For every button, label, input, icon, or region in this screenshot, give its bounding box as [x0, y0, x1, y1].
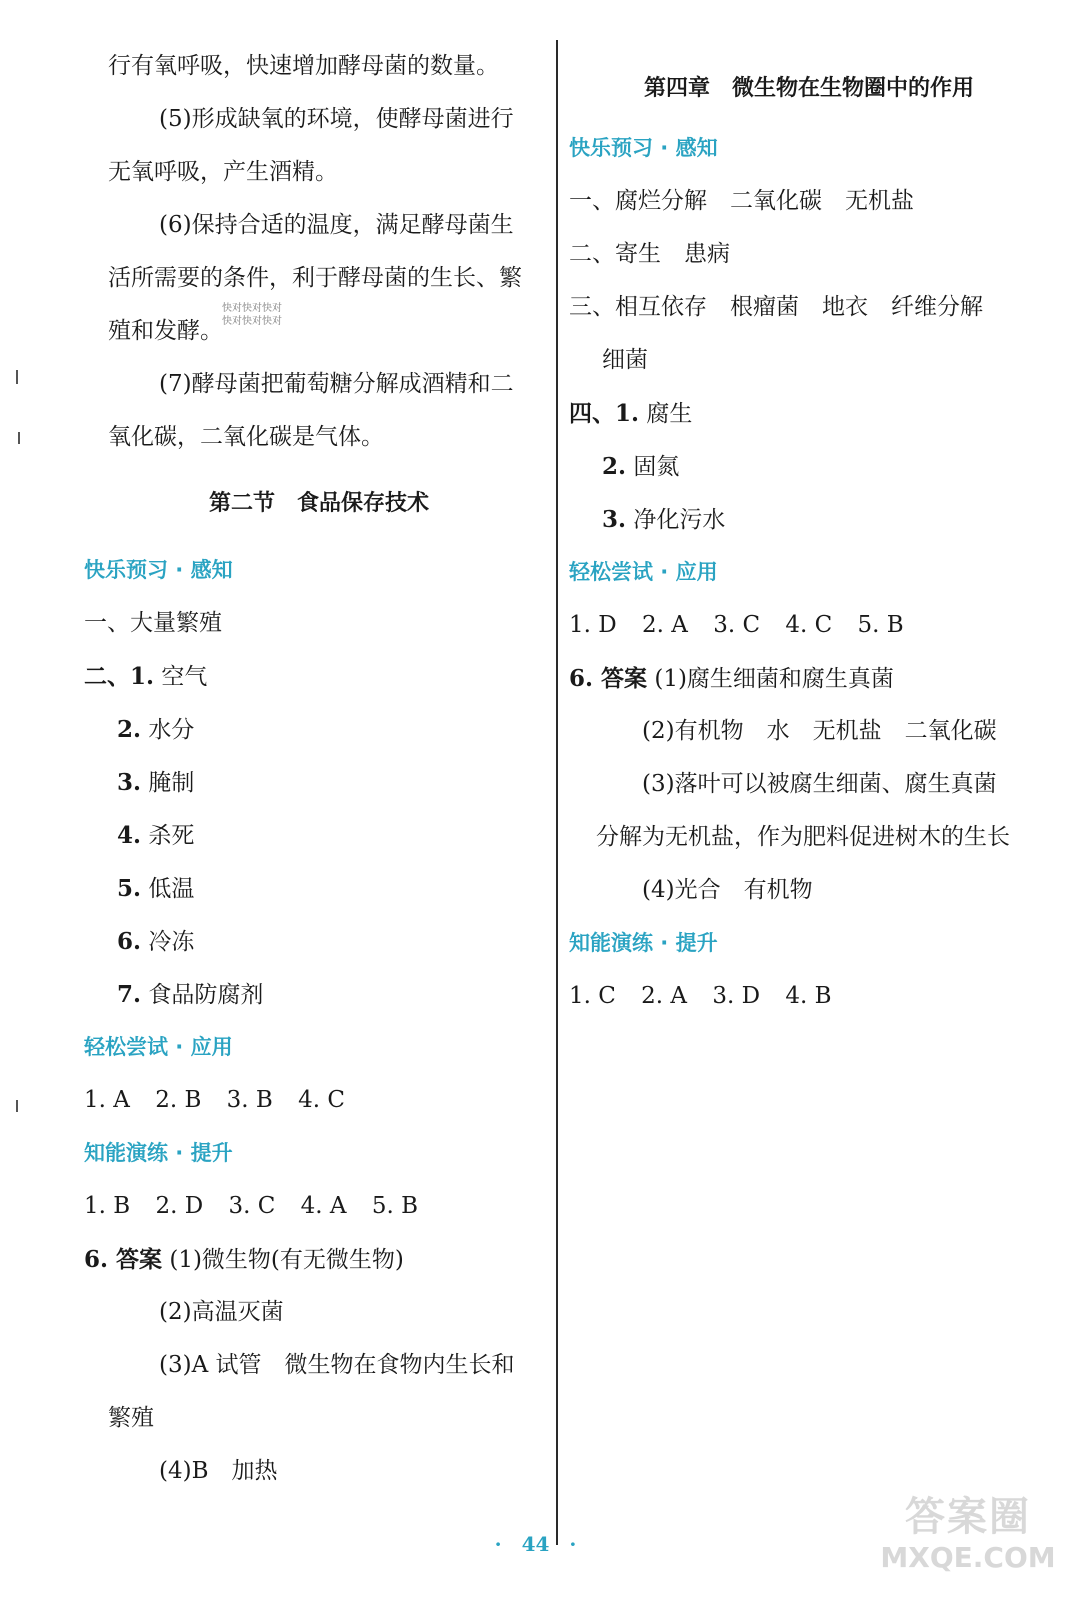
item-text: 低温: [148, 876, 195, 902]
preview-answer-4: [569, 387, 1049, 440]
item-text: 食品防腐剂: [148, 982, 264, 1008]
item-number: 6.: [117, 928, 142, 955]
watermark-logo: [878, 1485, 1058, 1585]
answer-item: 5. B: [371, 1193, 419, 1219]
answer-item: 4. C: [298, 1087, 346, 1113]
answer-item: 1. C: [569, 983, 616, 1009]
answer-7-line2: 氧化碳，二氧化碳是气体。: [108, 424, 384, 450]
item-text: 冷冻: [148, 929, 195, 955]
answer-item: 2. B: [155, 1087, 202, 1113]
answer-item: 3. C: [713, 612, 761, 638]
question-6-answer-4: (4)B 加热: [159, 1458, 278, 1484]
list-item: [84, 862, 554, 915]
logo-text: 答案圈: [905, 1494, 1031, 1540]
preview-answer-1: 一、大量繁殖: [84, 610, 222, 636]
section-title: 第二节 食品保存技术: [208, 491, 429, 516]
answer-item: 3. D: [712, 983, 761, 1009]
continued-text: 行有氧呼吸，快速增加酵母菌的数量。: [108, 53, 499, 79]
chapter-title: 第四章 微生物在生物圈中的作用: [643, 76, 974, 101]
question-6-answer-2: (2)高温灭菌: [159, 1299, 284, 1325]
list-item: [84, 915, 554, 968]
preview-answer-3-line1: 三、相互依存 根瘤菌 地衣 纤维分解: [569, 294, 983, 320]
practice-answers: [569, 970, 1049, 1023]
column-divider: [556, 40, 558, 1545]
question-6-answer-1: [569, 652, 1049, 705]
item-number: 3.: [602, 506, 627, 533]
list-item: [84, 756, 554, 809]
answer-item: 5. B: [857, 612, 904, 638]
question-6-label: 6. 答案: [569, 665, 648, 692]
answer-item: 2. D: [155, 1193, 204, 1219]
answer-6-line3: 殖和发酵。: [108, 318, 223, 344]
left-column: [84, 40, 554, 1498]
answer-item: 4. B: [785, 983, 832, 1009]
try-answers: [569, 599, 1049, 652]
answer-6-line2: 活所需要的条件，利于酵母菌的生长、繁: [108, 265, 522, 291]
item-number: 2.: [117, 716, 142, 743]
preview-answer-2-prefix: 二、1.: [84, 663, 155, 690]
item-text: 腌制: [148, 770, 195, 796]
question-6-answer-1: [84, 1233, 554, 1286]
practice-answers: [84, 1180, 554, 1233]
answer-text: (1)腐生细菌和腐生真菌: [654, 666, 894, 692]
answer-item: 1. A: [84, 1087, 130, 1113]
preview-answer-2-1: 空气: [161, 664, 208, 690]
item-text: 腐生: [646, 401, 693, 427]
answer-6-line1: (6)保持合适的温度，满足酵母菌生: [159, 212, 514, 238]
try-answers: [84, 1074, 554, 1127]
answer-7-line1: (7)酵母菌把葡萄糖分解成酒精和二: [159, 371, 514, 397]
item-text: 杀死: [148, 823, 195, 849]
scan-mark: [18, 432, 20, 444]
question-6-label: 6. 答案: [84, 1246, 163, 1273]
item-number: 2.: [602, 453, 627, 480]
logo-domain: MXQE.COM: [880, 1541, 1056, 1574]
section-header-practice: 知能演练 · 提升: [84, 1141, 233, 1165]
question-6-answer-3-line1: (3)A 试管 微生物在食物内生长和: [159, 1352, 515, 1378]
answer-item: 4. A: [300, 1193, 347, 1219]
section-header-try: 轻松尝试 · 应用: [84, 1035, 233, 1059]
answer-item: 4. C: [785, 612, 833, 638]
item-number: 4.: [117, 822, 142, 849]
preview-answer-2: 二、寄生 患病: [569, 241, 730, 267]
page-number: · 44 ·: [494, 1532, 577, 1556]
answer-item: 1. B: [84, 1193, 131, 1219]
answer-5-line1: (5)形成缺氧的环境，使酵母菌进行: [159, 106, 514, 132]
right-column: [569, 62, 1049, 1023]
answer-item: 3. C: [228, 1193, 276, 1219]
item-number: 3.: [117, 769, 142, 796]
question-6-answer-3-line1: (3)落叶可以被腐生细菌、腐生真菌: [642, 771, 997, 797]
watermark-line: 快对快对快对: [222, 316, 282, 327]
watermark-line: 快对快对快对: [222, 303, 282, 314]
list-item: [569, 440, 1049, 493]
section-header-preview: 快乐预习 · 感知: [84, 558, 233, 582]
answer-item: 1. D: [569, 612, 617, 638]
scan-mark: [16, 370, 18, 384]
list-item: [84, 703, 554, 756]
preview-answer-3-line2: 细菌: [602, 347, 648, 373]
section-header-try: 轻松尝试 · 应用: [569, 560, 718, 584]
item-number: 5.: [117, 875, 142, 902]
list-item: [84, 809, 554, 862]
answer-item: 3. B: [226, 1087, 273, 1113]
item-text: 水分: [148, 717, 195, 743]
section-header-practice: 知能演练 · 提升: [569, 931, 718, 955]
item-number: 7.: [117, 981, 142, 1008]
question-6-answer-4: (4)光合 有机物: [642, 877, 813, 903]
question-6-answer-3-line2: 繁殖: [108, 1405, 154, 1431]
answer-item: 2. A: [641, 983, 688, 1009]
small-watermark: [222, 302, 282, 328]
preview-answer-2: [84, 650, 554, 703]
answer-5-line2: 无氧呼吸，产生酒精。: [108, 159, 338, 185]
answer-text: (1)微生物(有无微生物): [169, 1247, 404, 1273]
list-item: [84, 968, 554, 1021]
item-prefix: 四、1.: [569, 400, 640, 427]
answer-item: 2. A: [642, 612, 688, 638]
question-6-answer-3-line2: 分解为无机盐，作为肥料促进树木的生长: [596, 824, 1010, 850]
item-text: 净化污水: [633, 507, 726, 533]
question-6-answer-2: (2)有机物 水 无机盐 二氧化碳: [642, 718, 997, 744]
scan-mark: [16, 1100, 18, 1112]
item-text: 固氮: [633, 454, 680, 480]
list-item: [569, 493, 1049, 546]
section-header-preview: 快乐预习 · 感知: [569, 136, 718, 160]
preview-answer-1: 一、腐烂分解 二氧化碳 无机盐: [569, 188, 914, 214]
